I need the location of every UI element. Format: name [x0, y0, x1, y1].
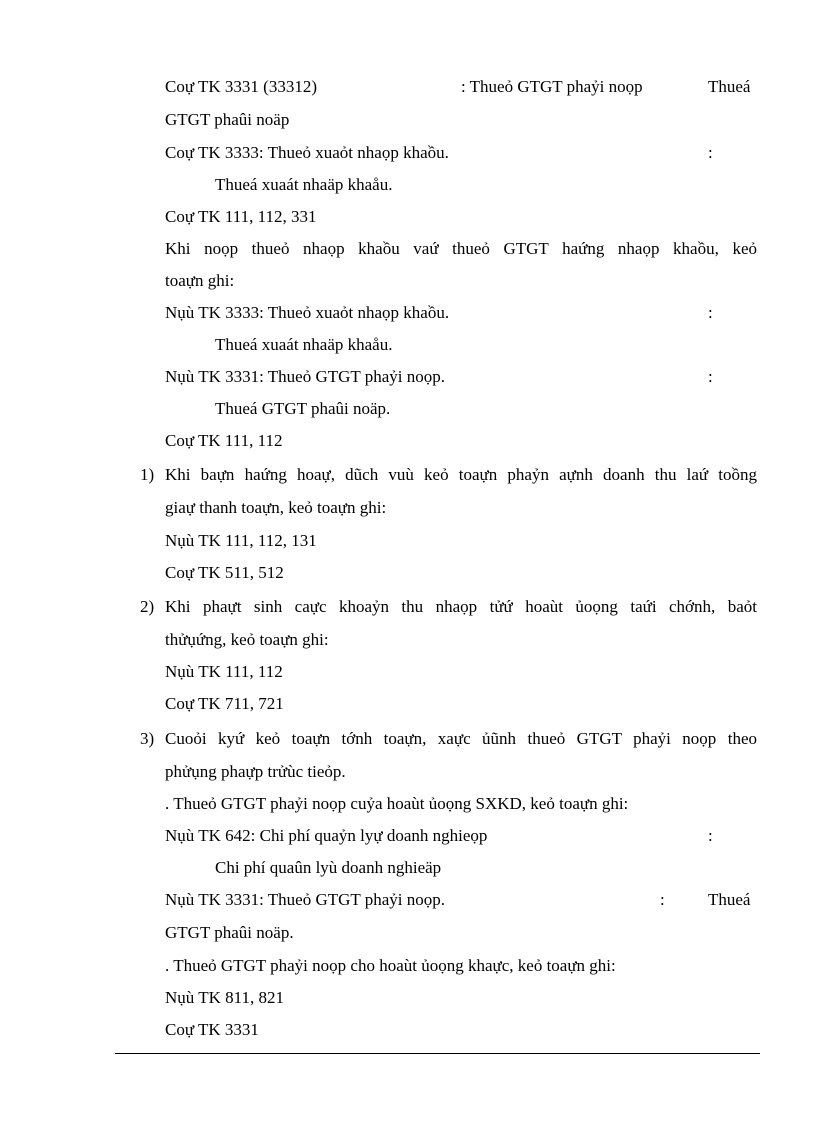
text-line-29: Nụù TK 811, 821	[165, 988, 284, 1007]
separator-colon: :	[708, 143, 713, 162]
text-line-14: giaự thanh toaựn, keỏ toaựn ghi:	[165, 498, 387, 517]
text-line-4: Thueá xuaát nhaäp khaåu.	[215, 175, 393, 194]
account-description-alt: Thueá	[708, 77, 751, 96]
account-code: Nụù TK 642: Chi phí quaỷn lyự doanh nghieọp	[165, 826, 488, 845]
text-line-5: Coự TK 111, 112, 331	[165, 207, 317, 226]
separator-colon: :	[660, 890, 665, 909]
text-line-13: Khi baựn haứng hoaự, dũch vuù keỏ toaựn phaỷn aựnh doanh thu laứ toồng	[165, 465, 757, 484]
text-line-6: Khi noọp thueỏ nhaọp khaồu vaứ thueỏ GTGT haứng nhaọp khaồu, keỏ	[165, 239, 757, 258]
text-line-15: Nụù TK 111, 112, 131	[165, 531, 317, 550]
text-line-7: toaựn ghi:	[165, 271, 235, 290]
list-number-2: 2)	[140, 597, 155, 616]
text-line-22: phửụng phaựp trửùc tieỏp.	[165, 762, 346, 781]
footer-divider	[115, 1053, 760, 1054]
text-line-12: Coự TK 111, 112	[165, 431, 283, 450]
list-number-3: 3)	[140, 729, 155, 748]
separator-colon: :	[708, 826, 713, 845]
text-line-9: Thueá xuaát nhaäp khaåu.	[215, 335, 393, 354]
account-description: : Thueỏ GTGT phaỷi noọp	[461, 77, 643, 96]
separator-colon: :	[708, 367, 713, 386]
account-code: Coự TK 3331 (33312)	[165, 77, 317, 96]
text-line-2: GTGT phaûi noäp	[165, 110, 290, 129]
text-line-25: Chi phí quaûn lyù doanh nghieäp	[215, 858, 442, 877]
account-code: Coự TK 3333: Thueỏ xuaỏt nhaọp khaồu.	[165, 143, 449, 162]
text-line-20: Coự TK 711, 721	[165, 694, 284, 713]
text-line-23: . Thueỏ GTGT phaỷi noọp cuỷa hoaùt ủoọng SXKD, keỏ toaựn ghi:	[165, 794, 629, 813]
text-line-30: Coự TK 3331	[165, 1020, 259, 1039]
account-description-alt: Thueá	[708, 890, 751, 909]
account-code: Nụù TK 3331: Thueỏ GTGT phaỷi noọp.	[165, 890, 446, 909]
text-line-28: . Thueỏ GTGT phaỷi noọp cho hoaùt ủoọng khaực, keỏ toaựn ghi:	[165, 956, 616, 975]
account-code: Nụù TK 3333: Thueỏ xuaỏt nhaọp khaồu.	[165, 303, 450, 322]
text-line-17: Khi phaựt sinh caực khoaỷn thu nhaọp tửứ hoaùt ủoọng taứi chớnh, baỏt	[165, 597, 757, 616]
separator-colon: :	[708, 303, 713, 322]
account-code: Nụù TK 3331: Thueỏ GTGT phaỷi noọp.	[165, 367, 446, 386]
list-number-1: 1)	[140, 465, 155, 484]
text-line-21: Cuoỏi kyứ keỏ toaựn tớnh toaựn, xaực ủũnh thueỏ GTGT phaỷi noọp theo	[165, 729, 757, 748]
text-line-27: GTGT phaûi noäp.	[165, 923, 294, 942]
text-line-19: Nụù TK 111, 112	[165, 662, 283, 681]
text-line-11: Thueá GTGT phaûi noäp.	[215, 399, 391, 418]
text-line-18: thửụứng, keỏ toaựn ghi:	[165, 630, 329, 649]
text-line-16: Coự TK 511, 512	[165, 563, 284, 582]
